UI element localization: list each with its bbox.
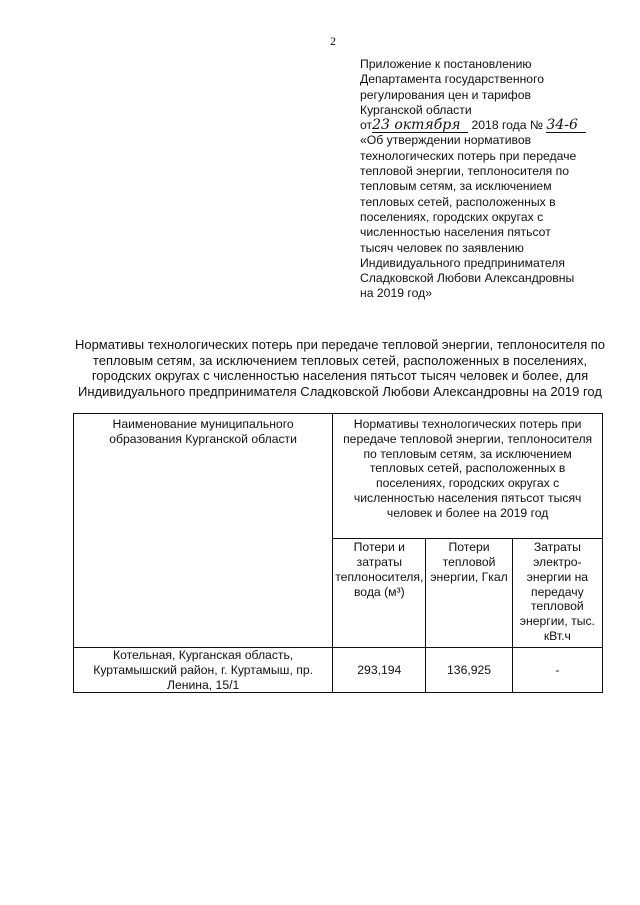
cell-heat: 136,925	[426, 648, 512, 693]
page-number: 2	[330, 34, 336, 48]
subject-line: тепловых сетей, расположенных в	[360, 194, 556, 209]
norms-table	[73, 413, 603, 693]
title-line: Индивидуального предпринимателя Сладковской Любови Александровны на 2019 год	[78, 383, 602, 399]
handwritten-date: 23 октября	[372, 119, 468, 133]
date-prefix: от	[360, 118, 373, 133]
subject-line: тысяч человек по заявлению	[360, 240, 524, 255]
subject-line: Индивидуального предпринимателя	[360, 255, 565, 270]
cell-name: Котельная, Курганская область, Куртамышский район, г. Куртамыш, пр. Ленина, 15/1	[74, 648, 333, 693]
header-norms-group: Нормативы технологических потерь при передаче тепловой энергии, теплоносителя по тепловым сетям, за исключением тепловых сетей, расположенных в поселениях, городских округах с численностью населения пятьсот тысяч человек и более на 2019 год	[333, 414, 603, 539]
appendix-line: Приложение к постановлению	[360, 57, 532, 71]
subject-line: на 2019 год»	[360, 286, 432, 301]
document-title	[60, 337, 620, 399]
subject-line: поселениях, городских округах с	[360, 209, 544, 224]
table-header-row	[74, 414, 603, 539]
cell-water: 293,194	[333, 648, 426, 693]
subject-line: тепловым сетям, за исключением	[360, 179, 552, 194]
title-line: тепловым сетям, за исключением тепловых сетей, расположенных в поселениях,	[92, 352, 588, 368]
appendix-line: Департамента государственного	[360, 72, 545, 87]
header-municipality: Наименование муниципального образования Курганской области	[74, 414, 333, 648]
year-text: 2018 года №	[471, 118, 544, 133]
appendix-header	[360, 57, 630, 302]
cell-electricity: -	[512, 648, 602, 693]
subject-line: численностью населения пятьсот	[360, 225, 551, 240]
appendix-line: регулирования цен и тарифов	[360, 87, 531, 102]
table-row	[74, 648, 603, 693]
subject-line: технологических потерь при передаче	[360, 148, 577, 163]
appendix-line: Курганской области	[360, 102, 472, 117]
subject-line: Сладковской Любови Александровны	[360, 271, 575, 286]
subject-line: «Об утверждении нормативов	[360, 133, 532, 148]
subject-line: тепловой энергии, теплоносителя по	[360, 164, 570, 179]
handwritten-number: 34-6	[546, 119, 586, 133]
header-water-losses: Потери и затраты теплоносителя, вода (м³)	[333, 539, 426, 648]
title-line: городских округах с численностью населения пятьсот тысяч человек и более, для	[91, 368, 589, 384]
header-electricity-costs: Затраты электро-энергии на передачу тепловой энергии, тыс. кВт.ч	[512, 539, 602, 648]
title-line: Нормативы технологических потерь при передаче тепловой энергии, теплоносителя по	[74, 337, 606, 352]
header-heat-losses: Потери тепловой энергии, Гкал	[426, 539, 512, 648]
appendix-date-line	[360, 118, 630, 133]
